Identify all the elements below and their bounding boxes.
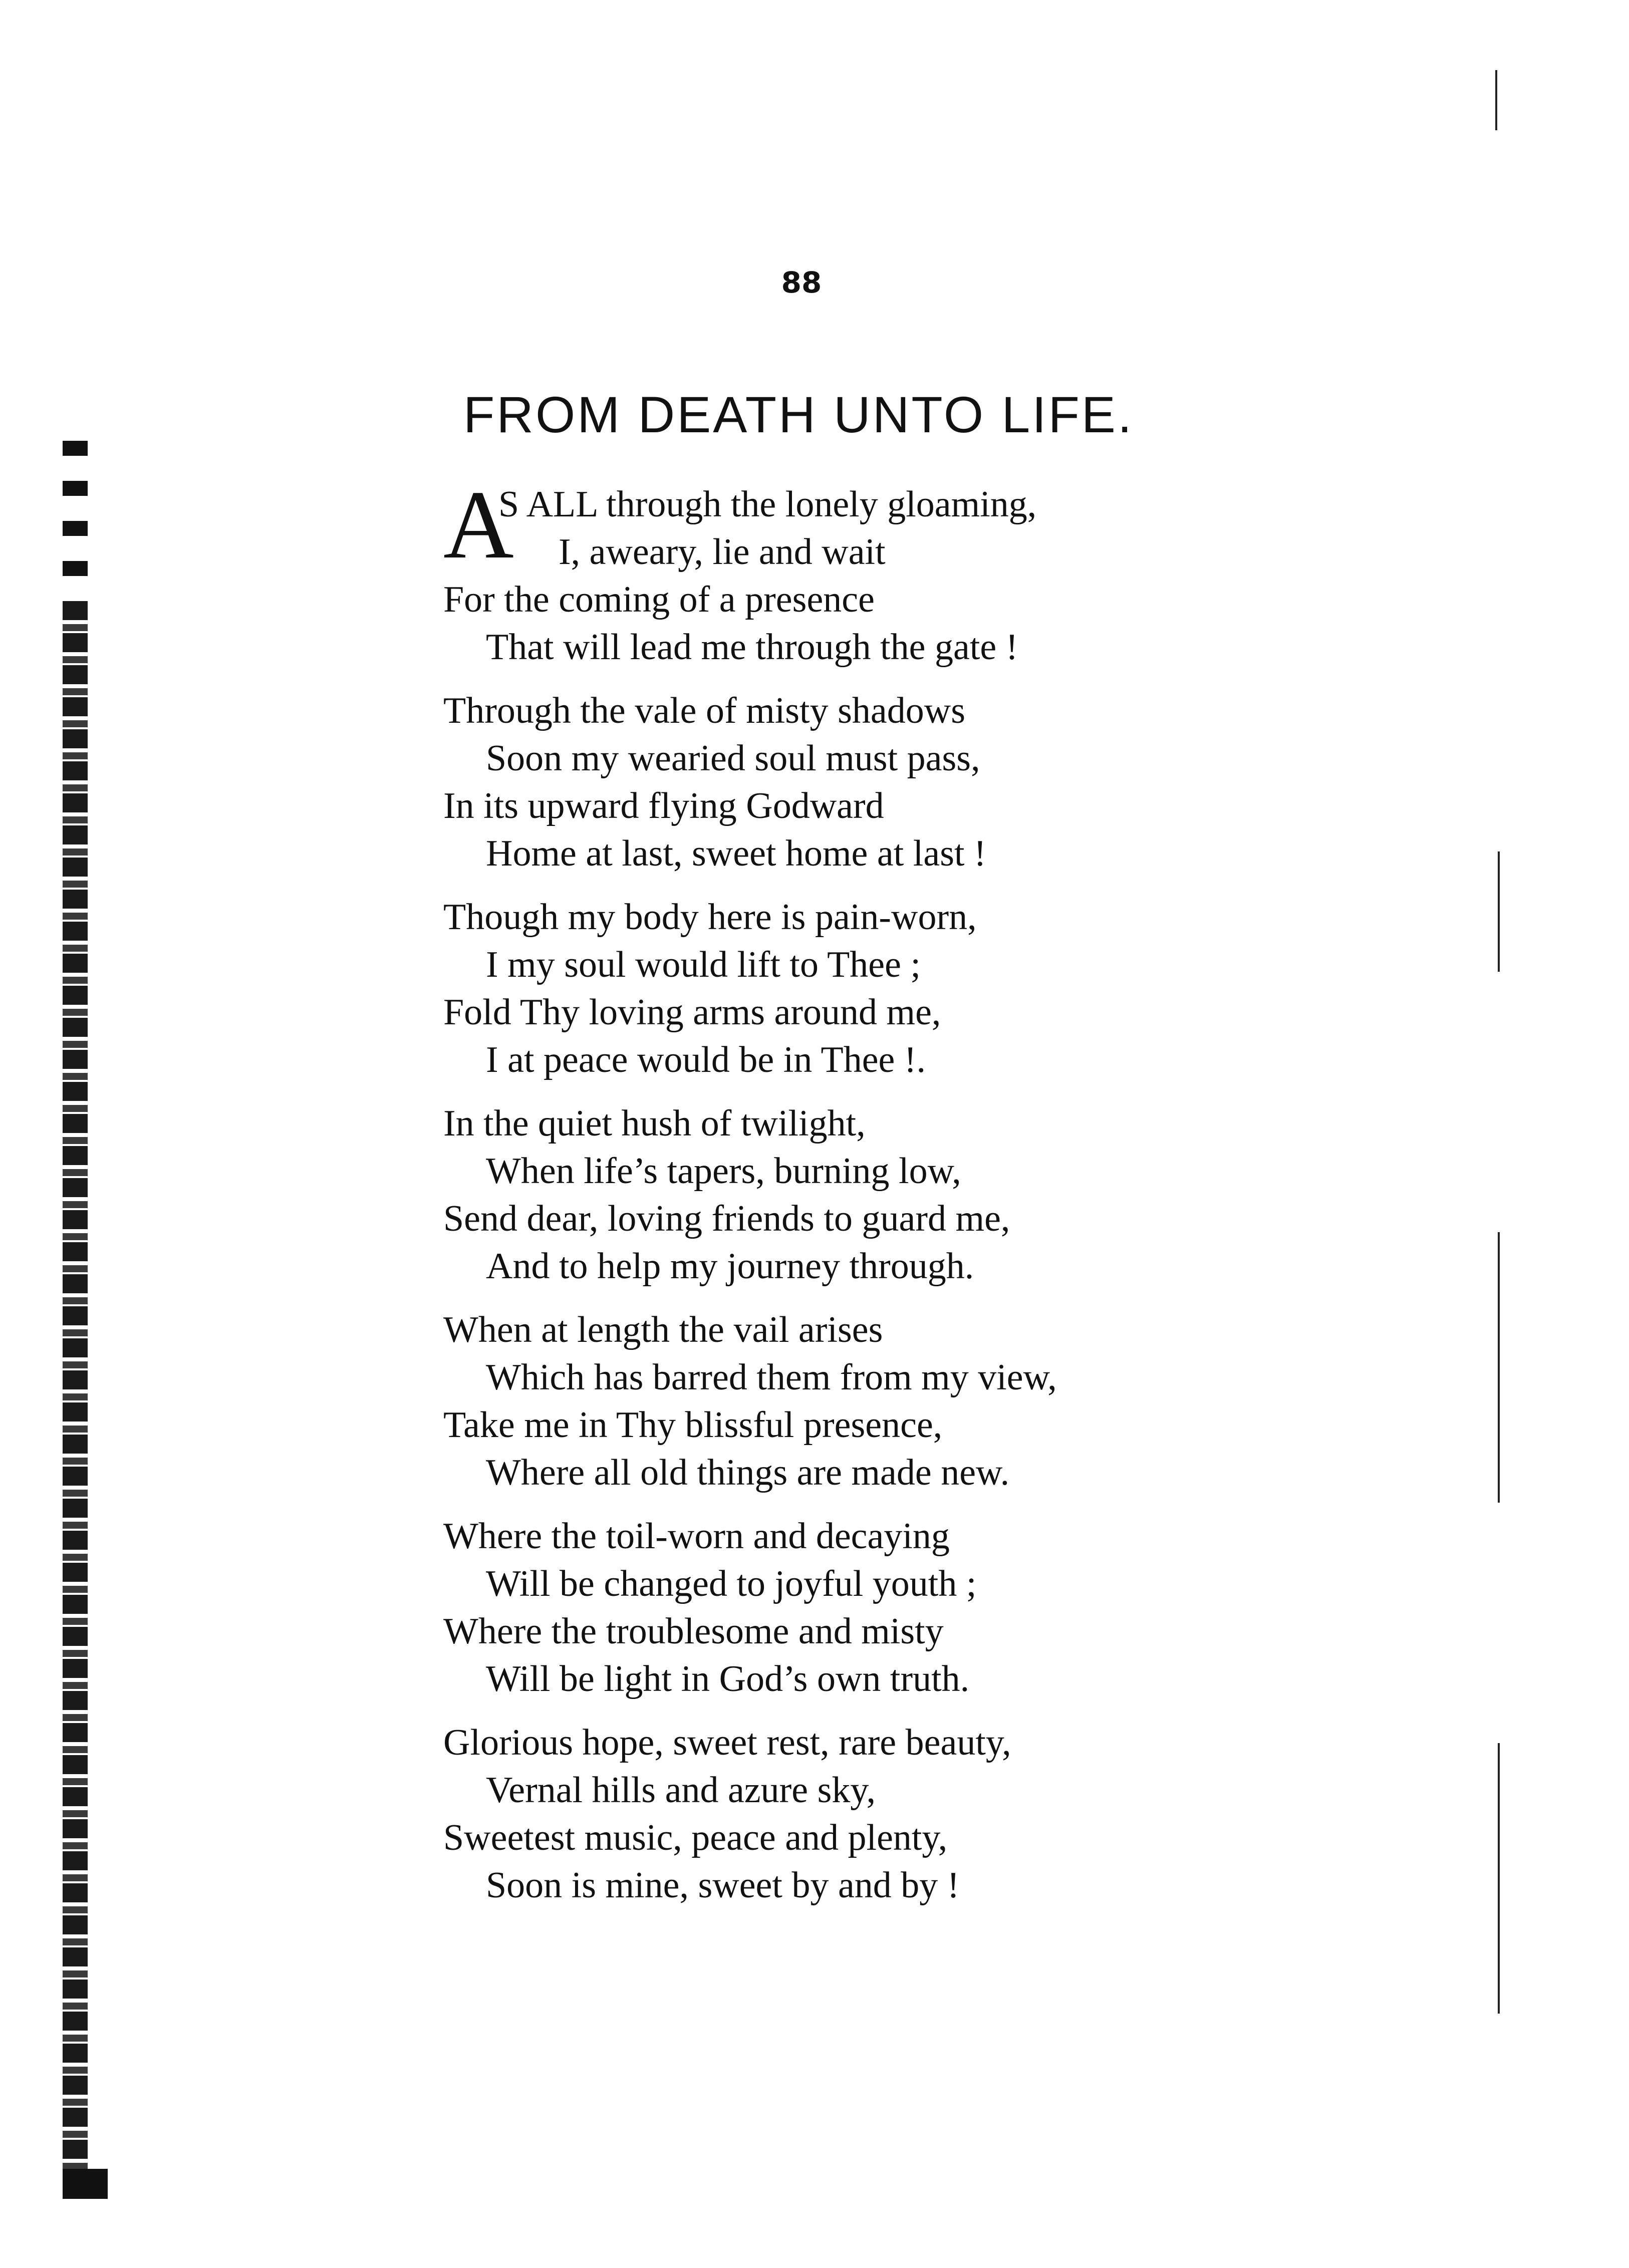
- poem-line: In its upward flying Godward: [443, 785, 884, 826]
- poem-title: FROM DEATH UNTO LIFE.: [463, 386, 1134, 443]
- stanza: [443, 1100, 1215, 1290]
- poem-line: Will be light in God’s own truth.: [486, 1658, 970, 1699]
- stanza: [443, 1513, 1215, 1703]
- poem-line: Sweetest music, peace and plenty,: [443, 1817, 948, 1858]
- stanza: [443, 687, 1215, 878]
- first-lines: [443, 471, 1215, 579]
- poem-line: Through the vale of misty shadows: [443, 690, 965, 731]
- poem-line: When life’s tapers, burning low,: [486, 1151, 961, 1192]
- poem-line: When at length the vail arises: [443, 1309, 883, 1350]
- scan-right-mark: [1498, 852, 1500, 972]
- poem-line: In the quiet hush of twilight,: [443, 1103, 866, 1144]
- poem-line: Where the toil-worn and decaying: [443, 1516, 950, 1557]
- drop-cap: A: [443, 471, 514, 579]
- poem-line: Take me in Thy blissful presence,: [443, 1404, 943, 1446]
- stanza: [443, 894, 1215, 1084]
- poem-line: Home at last, sweet home at last !: [486, 833, 986, 874]
- page-number: 88: [781, 265, 822, 300]
- poem-line: Where all old things are made new.: [486, 1452, 1010, 1493]
- poem-line: For the coming of a presence: [443, 579, 875, 620]
- stanza: [443, 471, 1215, 671]
- stanza: [443, 1719, 1215, 1909]
- poem-line: S ALL through the lonely gloaming,: [498, 484, 1037, 525]
- poem-line: That will lead me through the gate !: [486, 627, 1018, 668]
- poem-line: Soon my wearied soul must pass,: [486, 738, 980, 779]
- poem-line: I my soul would lift to Thee ;: [486, 944, 921, 985]
- poem-line: Glorious hope, sweet rest, rare beauty,: [443, 1722, 1011, 1763]
- poem-line: Send dear, loving friends to guard me,: [443, 1198, 1010, 1239]
- poem-line: I at peace would be in Thee !.: [486, 1039, 926, 1080]
- poem-line: Where the troublesome and misty: [443, 1611, 944, 1652]
- poem-line: I, aweary, lie and wait: [559, 531, 886, 573]
- poem-line: And to help my journey through.: [486, 1246, 974, 1287]
- poem-line: Will be changed to joyful youth ;: [486, 1563, 977, 1604]
- scan-binding-marks: [63, 441, 88, 601]
- poem-line: Soon is mine, sweet by and by !: [486, 1865, 960, 1906]
- scan-right-mark: [1498, 1743, 1500, 2014]
- poem-line: Though my body here is pain-worn,: [443, 897, 977, 938]
- poem-line: Which has barred them from my view,: [486, 1357, 1057, 1398]
- poem-body: [443, 471, 1215, 1925]
- scan-binding-foot: [63, 2169, 108, 2199]
- poem-line: Vernal hills and azure sky,: [486, 1770, 876, 1811]
- stanza: [443, 1306, 1215, 1497]
- scan-right-mark: [1498, 1232, 1500, 1503]
- scan-binding-edge: [63, 441, 88, 2194]
- scan-right-mark: [1495, 70, 1497, 130]
- poem-line: Fold Thy loving arms around me,: [443, 992, 941, 1033]
